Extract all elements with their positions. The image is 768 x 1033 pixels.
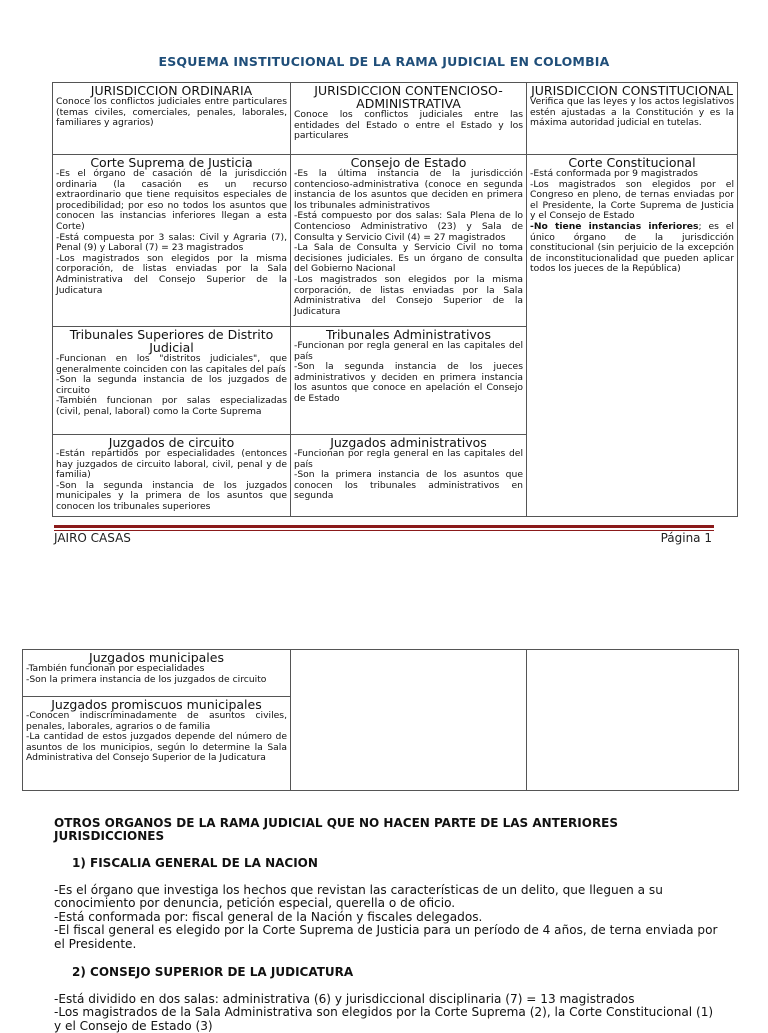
corte-constitucional-text-a: -Está conformada por 9 magistrados -Los magistrados son elegidos por el Congreso en pleno, de ternas enviadas por el Presidente, la Corte Suprema de Justicia y el Consejo de Estado: [530, 168, 734, 222]
juzgados-circuito-cell: [53, 435, 291, 517]
juzgados-municipales-title: Juzgados municipales: [89, 650, 224, 665]
header-constitucional: [527, 83, 738, 155]
corte-suprema-title: Corte Suprema de Justicia: [90, 155, 253, 170]
corte-suprema-text: -Es el órgano de casación de la jurisdicción ordinaria (la casación es un recurso extraordinario que tiene requisitos especiales de procedibilidad; por eso no todos los asuntos que conocen las instancias inferiores llegan a esta Corte) -Está compuesta por 3 salas: Civil y Agraria (7), Penal (9) y Laboral (7) = 23 magistrados -Los magistrados son elegidos por la misma corporación, de listas enviadas por la Sala Administrativa del Consejo Superior de la Judicatura: [56, 168, 287, 296]
footer-rule-thin: [54, 530, 714, 531]
header-contencioso-title: JURISDICCION CONTENCIOSO-ADMINISTRATIVA: [314, 83, 503, 111]
judicatura-heading: 2) CONSEJO SUPERIOR DE LA JUDICATURA: [72, 965, 354, 979]
page-title: ESQUEMA INSTITUCIONAL DE LA RAMA JUDICIAL EN COLOMBIA: [158, 54, 610, 69]
consejo-estado-title: Consejo de Estado: [350, 155, 467, 170]
header-contencioso-text: Conoce los conflictos judiciales entre las entidades del Estado o entre el Estado y los particulares: [294, 109, 523, 142]
consejo-estado-text: -Es la última instancia de la jurisdicción contencioso-administrativa (conoce en segunda instancia de los asuntos que deciden en primera los tribunales administrativos -Está compuesto por dos salas: Sala Plena de lo Contencioso Administrativo (23) y Sala de Consulta y Servicio Civil (4) = 27 magistrados -La Sala de Consulta y Servicio Civil no toma decisiones judiciales. Es un órgano de consulta del Gobierno Nacional -Los magistrados son elegidos por la misma corporación, de listas enviadas por la Sala Administrativa del Consejo Superior de la Judicatura: [294, 168, 523, 317]
juzgados-promiscuos-cell: [23, 697, 291, 791]
jurisdictions-table: [52, 82, 738, 517]
footer-page-number: Página 1: [660, 531, 712, 545]
tribunales-administrativos-title: Tribunales Administrativos: [326, 327, 491, 342]
juzgados-municipales-cell: [23, 650, 291, 697]
corte-constitucional-title: Corte Constitucional: [568, 155, 696, 170]
header-constitucional-text: Verifica que las leyes y los actos legislativos estén ajustadas a la Constitución y es la máxima autoridad judicial en tutelas.: [530, 96, 734, 129]
tribunales-administrativos-cell: [291, 327, 527, 435]
juzgados-table: [22, 649, 739, 791]
juzgados-promiscuos-text: -Conocen indiscriminadamente de asuntos civiles, penales, laborales, agrarios o de familia -La cantidad de estos juzgados depende del número de asuntos de los municipios, según lo determine la Sala Administrativa del Consejo Superior de la Judicatura: [26, 710, 287, 764]
judicatura-text: -Está dividido en dos salas: administrativa (6) y jurisdiccional disciplinaria (7) = 13 magistrados -Los magistrados de la Sala Administrativa son elegidos por la Corte Suprema (2), la Corte Constitucional (1) y el Consejo de Estado (3): [54, 992, 714, 1033]
footer-rule-thick: [54, 525, 714, 528]
corte-constitucional-cell: [527, 155, 738, 517]
header-ordinaria-text: Conoce los conflictos judiciales entre particulares (temas civiles, comerciales, penales, laborales, familiares y agrarios): [56, 96, 287, 129]
otros-heading: OTROS ORGANOS DE LA RAMA JUDICIAL QUE NO HACEN PARTE DE LAS ANTERIORES JURISDICCIONES: [54, 816, 619, 844]
empty-cell-constitucional: [527, 650, 739, 791]
tribunales-superiores-title: Tribunales Superiores de Distrito Judicial: [69, 327, 274, 355]
corte-suprema-cell: [53, 155, 291, 327]
consejo-estado-cell: [291, 155, 527, 327]
tribunales-superiores-cell: [53, 327, 291, 435]
footer-author: JAIRO CASAS: [54, 531, 131, 545]
header-contencioso: [291, 83, 527, 155]
juzgados-municipales-text: -También funcionan por especialidades -Son la primera instancia de los juzgados de circuito: [26, 663, 267, 685]
header-ordinaria: [53, 83, 291, 155]
header-constitucional-title: JURISDICCION CONSTITUCIONAL: [531, 83, 733, 98]
corte-constitucional-text-bold: -No tiene instancias inferiores: [530, 220, 699, 232]
juzgados-promiscuos-title: Juzgados promiscuos municipales: [51, 697, 262, 712]
header-ordinaria-title: JURISDICCION ORDINARIA: [90, 83, 253, 98]
fiscalia-text: -Es el órgano que investiga los hechos que revistan las características de un delito, que lleguen a su conocimiento por denuncia, petición especial, querella o de oficio. -Está conformada por: fiscal general de la Nación y fiscales delegados. -El fiscal general es elegido por la Corte Suprema de Justicia para un período de 4 años, de terna enviada por el Presidente.: [54, 883, 718, 951]
fiscalia-heading: 1) FISCALIA GENERAL DE LA NACION: [72, 856, 318, 870]
corte-constitucional-text-b: ; es el único órgano de la jurisdicción constitucional (sin perjuicio de la excepción de inconstitucionalidad que pueden aplicar todos los jueces de la República): [530, 220, 734, 275]
tribunales-administrativos-text: -Funcionan por regla general en las capitales del país -Son la segunda instancia de los jueces administrativos y deciden en primera instancia los asuntos que conoce en apelación el Consejo de Estado: [294, 340, 523, 404]
juzgados-administrativos-title: Juzgados administrativos: [330, 435, 487, 450]
tribunales-superiores-text: -Funcionan en los "distritos judiciales", que generalmente coinciden con las capitales del país -Son la segunda instancia de los juzgados de circuito -También funcionan por salas especializadas (civil, penal, laboral) como la Corte Suprema: [56, 353, 287, 417]
juzgados-administrativos-cell: [291, 435, 527, 517]
juzgados-circuito-text: -Están repartidos por especialidades (entonces hay juzgados de circuito laboral, civil, penal y de familia) -Son la segunda instancia de los juzgados municipales y la primera de los asuntos que conocen los tribunales superiores: [56, 448, 287, 512]
empty-cell-contencioso: [291, 650, 527, 791]
juzgados-administrativos-text: -Funcionan por regla general en las capitales del país -Son la primera instancia de los asuntos que conocen los tribunales administrativos en segunda: [294, 448, 523, 502]
corte-constitucional-text: [530, 169, 734, 275]
juzgados-circuito-title: Juzgados de circuito: [108, 435, 235, 450]
